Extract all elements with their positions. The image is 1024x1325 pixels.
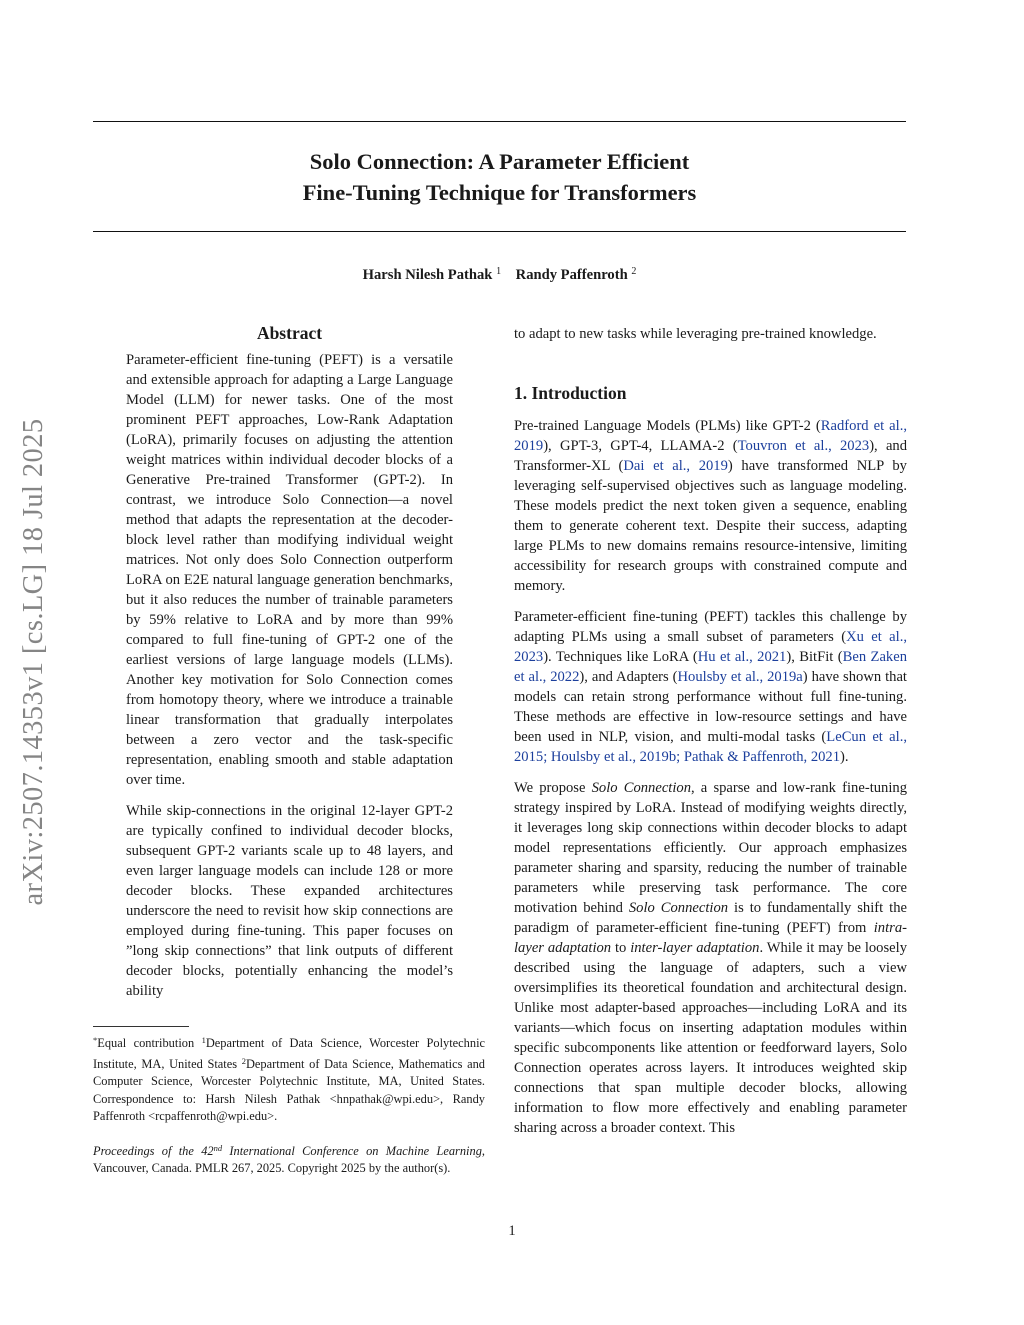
title-bottom-rule xyxy=(93,231,906,232)
citation-link[interactable]: LeCun et al., 2015; Houlsby et al., 2019b; Pathak & Paffenroth, 2021 xyxy=(514,729,907,765)
author-name: Randy Paffenroth xyxy=(515,267,628,283)
paper-title xyxy=(93,146,906,208)
right-column xyxy=(514,324,907,1149)
abstract-paragraph: Parameter-efficient fine-tuning (PEFT) is a versatile and extensible approach for adapting a Large Language Model (LLM) for newer tasks. One of the most prominent PEFT approaches, Low-Rank Adaptation (LoRA), primarily focuses on adjusting the attention weight matrices within individual decoder blocks of a Generative Pre-trained Transformer (GPT-2). In contrast, we introduce Solo Connection—a novel method that adapts the representation at the decoder-block level rather than modifying individual weight matrices. Not only does Solo Connection outperform LoRA on E2E natural language generation benchmarks, but it also reduces the number of trainable parameters by 59% relative to LoRA and by more than 99% compared to full fine-tuning of GPT-2 one of the earliest versions of large language models (LLMs). Another key motivation for Solo Connection comes from homotopy theory, where we introduce a trainable linear transformation that gradually interpolates between a zero vector and the task-specific representation, enabling smooth and stable adaptation over time. xyxy=(126,352,453,788)
intro-paragraph: Parameter-efficient fine-tuning (PEFT) tackles this challenge by adapting PLMs using a small subset of parameters (Xu et al., 2023). Techniques like LoRA (Hu et al., 2021), BitFit (Ben Zaken et al., 2022), and Adapters (Houlsby et al., 2019a) have shown that models can retain strong performance without full fine-tuning. These methods are effective in low-resource settings and have been used in NLP, vision, and multi-modal tasks (LeCun et al., 2015; Houlsby et al., 2019b; Pathak & Paffenroth, 2021). xyxy=(514,609,908,765)
left-column xyxy=(126,322,453,1012)
citation-link[interactable]: Radford et al., 2019 xyxy=(514,418,907,454)
page-number: 1 xyxy=(508,1223,516,1239)
footnotes xyxy=(93,1032,485,1178)
arxiv-id: arXiv:2507.14353v1 [cs.LG] 18 Jul 2025 xyxy=(18,418,49,906)
author-affil: 2 xyxy=(631,266,637,277)
proceedings-footnote: Proceedings of the 42nd International Conference on Machine Learning, Vancouver, Canada. PMLR 267, 2025. Copyright 2025 by the author(s). xyxy=(93,1142,485,1175)
citation-link[interactable]: Ben Zaken et al., 2022 xyxy=(514,649,907,685)
affiliation-footnote: *Equal contribution $^1$Department of Data Science, Worcester Polytechnic Institute, MA, United States $^2$Department of Data Science, Mathematics and Computer Science, Worcester Polytechnic Institute, MA, United States. Correspondence to: Harsh Nilesh Pathak <hnpathak@wpi.edu>, Randy Paffenroth <rcpaffenroth@wpi.edu>. xyxy=(93,1035,486,1123)
title-line-1: Solo Connection: A Parameter Efficient xyxy=(309,149,690,174)
section-heading-introduction: 1. Introduction xyxy=(514,383,627,403)
footnote-rule xyxy=(93,1026,189,1027)
title-line-2: Fine-Tuning Technique for Transformers xyxy=(302,180,697,205)
abstract-continuation: to adapt to new tasks while leveraging pre-trained knowledge. xyxy=(514,326,877,342)
abstract-paragraph: While skip-connections in the original 12-layer GPT-2 are typically confined to individual decoder blocks, subsequent GPT-2 variants scale up to 48 layers, and even larger language models can include 128 or more decoder blocks. These expanded architectures underscore the need to revisit how skip connections are employed during fine-tuning. This paper focuses on ”long skip connections” that link outputs of different decoder blocks, potentially enhancing the model’s ability xyxy=(126,803,453,999)
citation-link[interactable]: Houlsby et al., 2019a xyxy=(677,669,803,685)
citation-link[interactable]: Hu et al., 2021 xyxy=(697,649,787,665)
intro-paragraph: Pre-trained Language Models (PLMs) like GPT-2 (Radford et al., 2019), GPT-3, GPT-4, LLAMA-2 (Touvron et al., 2023), and Transformer-XL (Dai et al., 2019) have transformed NLP by leveraging self-supervised objectives such as language modeling. These models predict the next token given a sequence, enabling them to generate coherent text. Despite their success, adapting large PLMs to new domains remains resource-intensive, limiting accessibility for research groups with constrained compute and memory. xyxy=(514,418,908,594)
citation-link[interactable]: Dai et al., 2019 xyxy=(623,458,728,474)
citation-link[interactable]: Touvron et al., 2023 xyxy=(737,438,870,454)
citation-link[interactable]: Xu et al., 2023 xyxy=(514,629,908,665)
abstract-heading: Abstract xyxy=(256,323,323,343)
intro-paragraph: We propose Solo Connection, a sparse and low-rank fine-tuning strategy inspired by LoRA. Instead of modifying weights directly, it leverages long skip connections within decoder blocks to adapt model representations efficiently. Our approach emphasizes parameter sharing and sparsity, reducing the number of trainable parameters while preserving task performance. The core motivation behind Solo Connection is to fundamentally shift the paradigm of parameter-efficient fine-tuning (PEFT) from intra-layer adaptation to inter-layer adaptation. While it may be loosely described using the language of adapters, such a view oversimplifies its theoretical foundation and architectural design. Unlike most adapter-based approaches—including LoRA and its variants—which focus on inserting adaptation modules within specific subcomponents like attention or feedforward layers, Solo Connection operates across layers. It introduces weighted skip connections that span multiple decoder blocks, allowing information to flow more effectively and enabling parameter sharing across a broader context. This xyxy=(514,780,907,1136)
author-affil: 1 xyxy=(496,266,502,277)
author-name: Harsh Nilesh Pathak xyxy=(362,267,493,283)
author-list xyxy=(93,266,906,284)
title-top-rule xyxy=(93,121,906,122)
